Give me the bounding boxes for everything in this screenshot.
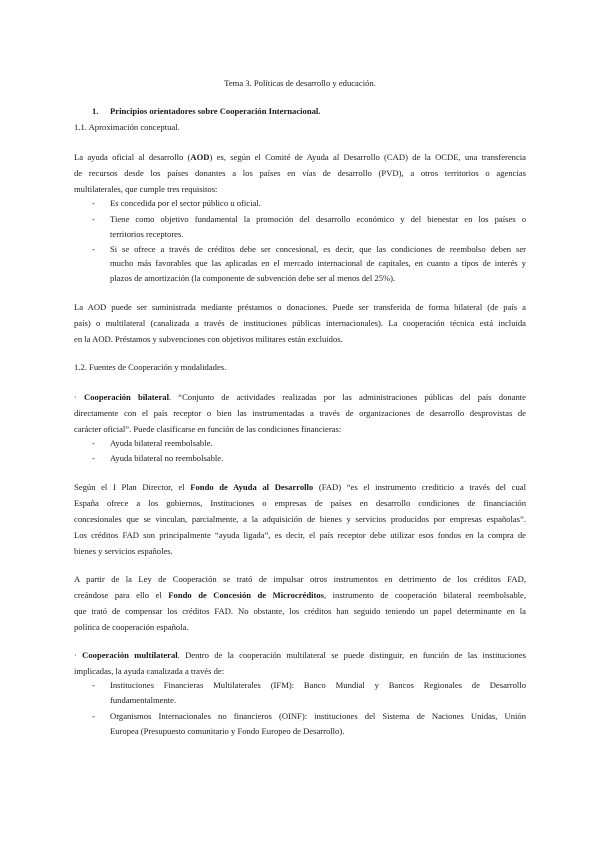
multilateral-line: · Cooperación multilateral. Dentro de la cooperación multilateral se puede distinguir, en función de las instituciones (74, 650, 527, 660)
subsection-heading: 1.1. Aproximación conceptual. (74, 122, 180, 132)
section-number: 1. (92, 106, 99, 116)
list-item: Si se ofrece a través de créditos debe ser concesional, es decir, que las condiciones de reembolso deben ser (110, 244, 526, 254)
bilateral-line: carácter oficial”. Puede clasificarse en función de las condiciones financieras: (74, 424, 342, 434)
list-dash: - (92, 438, 95, 448)
fad-line: bienes y servicios españoles. (74, 546, 173, 556)
bilateral-term: Cooperación bilateral (84, 392, 169, 402)
ley-line: política de cooperación española. (74, 622, 189, 632)
ley-line: que trató de compensar los créditos FAD. No obstante, los créditos han seguido teniendo un papel determinante en la (74, 606, 526, 616)
list-item: Tiene como objetivo fundamental la promoción del desarrollo económico y del bienestar en los países o (110, 214, 526, 224)
multilateral-line: implicadas, la ayuda canalizada a través de: (74, 666, 225, 676)
list-dash: - (92, 711, 95, 721)
aod-transfer-line: La AOD puede ser suministrada mediante préstamos o donaciones. Puede ser transferida de forma bilateral (de país a (74, 302, 526, 312)
microcreditos-term: Fondo de Concesión de Microcréditos (168, 590, 325, 600)
bilateral-line: · Cooperación bilateral. “Conjunto de actividades realizadas por las administraciones públicas del país donante (74, 392, 526, 402)
list-item: fundamentalmente. (110, 695, 177, 705)
ley-line: A partir de la Ley de Cooperación se trató de impulsar otros instrumentos en detrimento de los créditos FAD, (74, 574, 526, 584)
bilateral-line: directamente con el país receptor o bien las instrumentadas a través de organizaciones de desarrollo desprovistas de (74, 408, 526, 418)
fad-line: Según el I Plan Director, el Fondo de Ayuda al Desarrollo (FAD) “es el instrumento crediticio a través del cual (74, 482, 526, 492)
fad-term: Fondo de Ayuda al Desarrollo (190, 482, 314, 492)
aod-transfer-line: en la AOD. Préstamos y subvenciones con objetivos militares están excluidos. (74, 334, 343, 344)
subsection-heading: 1.2. Fuentes de Cooperación y modalidades. (74, 362, 227, 372)
list-item: plazos de amortización (la componente de subvención debe ser al menos del 25%). (110, 273, 396, 283)
list-dash: - (92, 680, 95, 690)
multilateral-term: Cooperación multilateral (82, 650, 178, 660)
fad-line: concesionales que se vinculan, parcialmente, a la adquisición de bienes y servicios producidos por empresas españolas”. (74, 514, 526, 524)
list-item: mucho más favorables que las aplicadas en el mercado internacional de capitales, en cuanto a tipos de interés y (110, 258, 526, 268)
list-dash: - (92, 198, 95, 208)
section-heading: Principios orientadores sobre Cooperación Internacional. (110, 106, 321, 116)
aod-paragraph-line: de recursos desde los países donantes a los países en vías de desarrollo (PVD), a otros territorios o agencias (74, 168, 526, 178)
list-item: Organismos Internacionales no financieros (OINF): instituciones del Sistema de Naciones Unidas, Unión (110, 711, 526, 721)
aod-paragraph-line: La ayuda oficial al desarrollo (AOD) es, según el Comité de Ayuda al Desarrollo (CAD) de la OCDE, una transferencia (74, 152, 526, 162)
aod-transfer-line: país) o multilateral (canalizada a través de instituciones públicas internacionales). La cooperación técnica está incluida (74, 318, 526, 328)
list-item: Europea (Presupuesto comunitario y Fondo Europeo de Desarrollo). (110, 726, 345, 736)
fad-line: España ofrece a los gobiernos, Instituciones o empresas de países en desarrollo condiciones de financiación (74, 498, 526, 508)
list-item: territorios receptores. (110, 229, 184, 239)
list-item: Ayuda bilateral no reembolsable. (110, 453, 224, 463)
aod-paragraph-line: multilaterales, que cumple tres requisitos: (74, 184, 218, 194)
document-title: Tema 3. Políticas de desarrollo y educación. (224, 78, 376, 88)
list-dash: - (92, 244, 95, 254)
list-item: Ayuda bilateral reembolsable. (110, 438, 213, 448)
fad-line: Los créditos FAD son principalmente “ayuda ligada”, es decir, el país receptor debe utilizar esos fondos en la compra de (74, 530, 526, 540)
ley-line: creándose para ello el Fondo de Concesión de Microcréditos, instrumento de cooperación bilateral reembolsable, (74, 590, 526, 600)
list-item: Es concedida por el sector público u oficial. (110, 198, 261, 208)
list-item: Instituciones Financieras Multilaterales (IFM): Banco Mundial y Bancos Regionales de Desarrollo (110, 680, 526, 690)
list-dash: - (92, 214, 95, 224)
aod-term: AOD (190, 152, 210, 162)
list-dash: - (92, 453, 95, 463)
